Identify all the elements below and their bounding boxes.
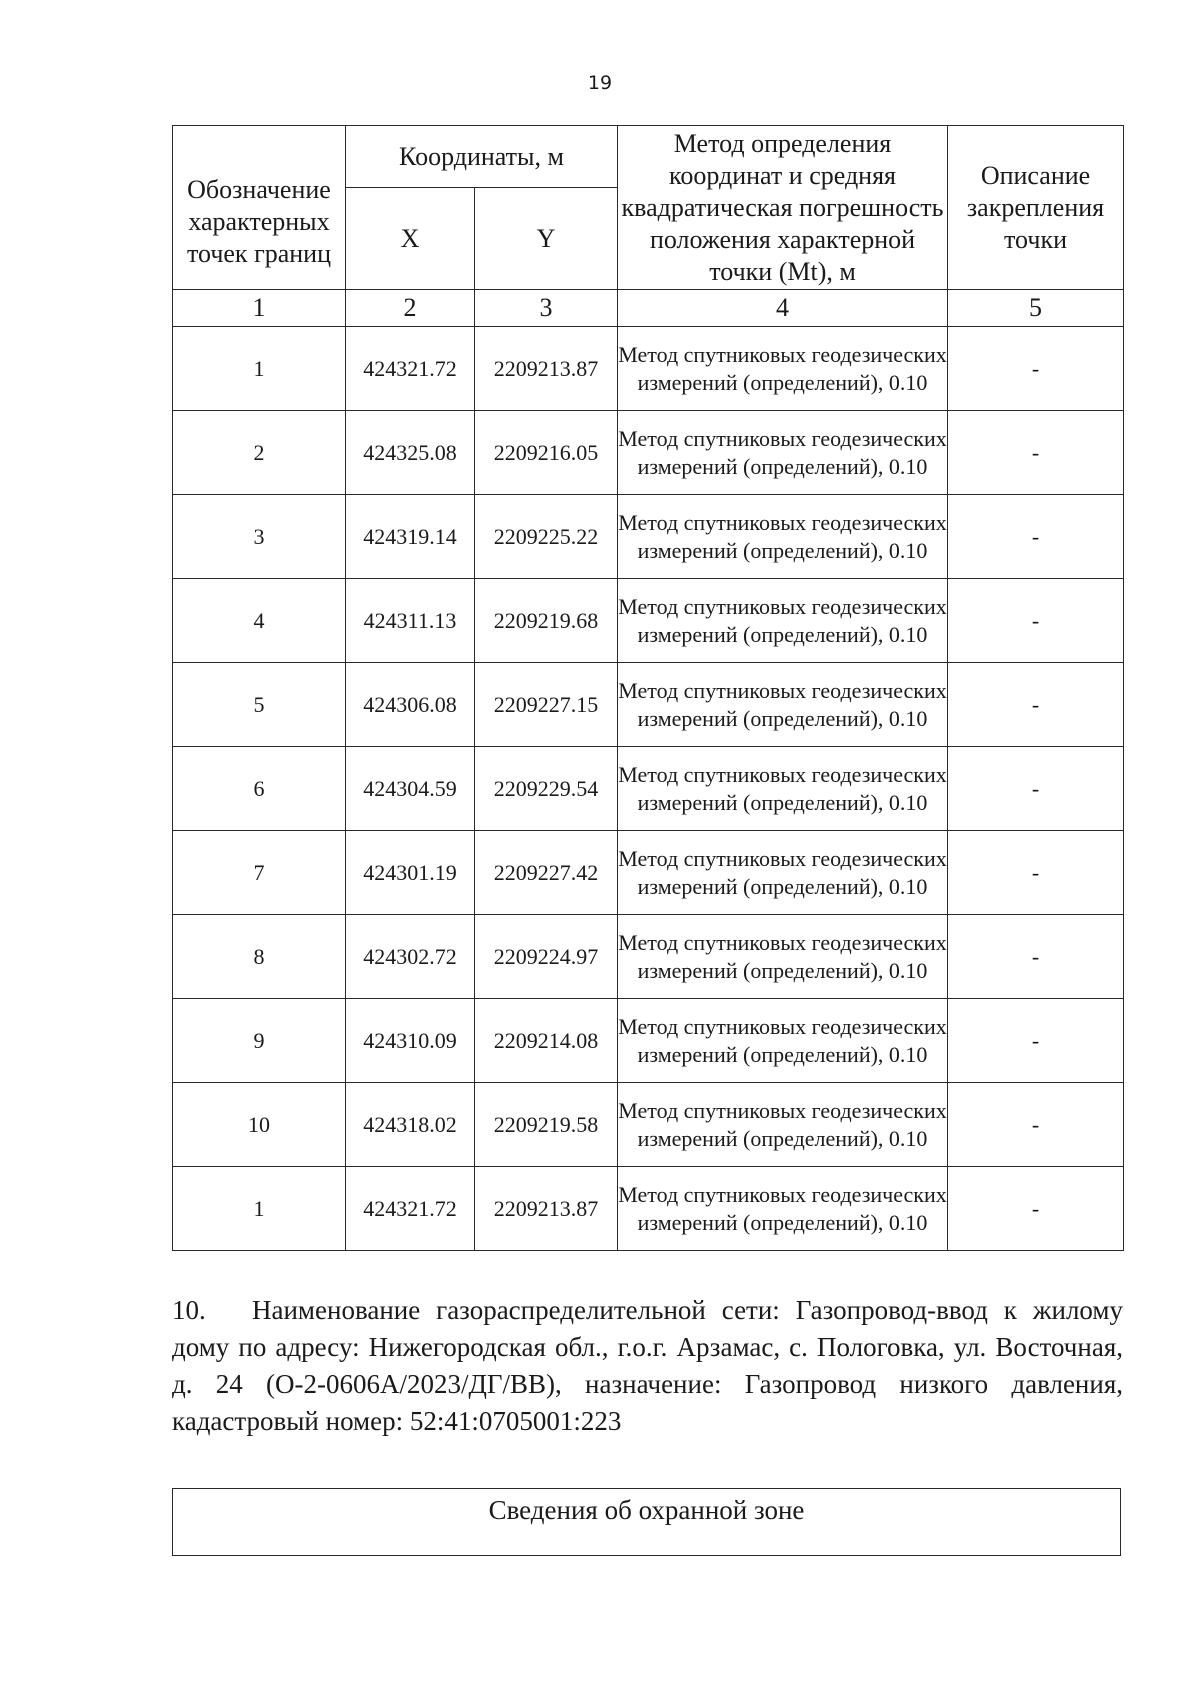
index-cell: 1: [173, 290, 346, 327]
protection-zone-box: [172, 1488, 1121, 1556]
description-cell: -: [948, 747, 1124, 831]
description-cell: -: [948, 411, 1124, 495]
header-x: X: [346, 188, 475, 290]
table-row: [173, 999, 1124, 1083]
method-cell: Метод спутниковых геодезических измерений (определений), 0.10: [618, 831, 948, 915]
section-paragraph: [172, 1292, 1123, 1440]
method-cell: Метод спутниковых геодезических измерений (определений), 0.10: [618, 1167, 948, 1251]
description-cell: -: [948, 999, 1124, 1083]
section-number: 10.: [172, 1295, 206, 1325]
point-cell: 10: [173, 1083, 346, 1167]
point-cell: 9: [173, 999, 346, 1083]
x-coordinate-cell: 424304.59: [346, 747, 475, 831]
table-row: [173, 411, 1124, 495]
point-cell: 7: [173, 831, 346, 915]
description-cell: -: [948, 663, 1124, 747]
table-row: [173, 579, 1124, 663]
x-coordinate-cell: 424325.08: [346, 411, 475, 495]
method-cell: Метод спутниковых геодезических измерений (определений), 0.10: [618, 495, 948, 579]
x-coordinate-cell: 424321.72: [346, 327, 475, 411]
description-cell: -: [948, 831, 1124, 915]
x-coordinate-cell: 424306.08: [346, 663, 475, 747]
header-y: Y: [475, 188, 618, 290]
y-coordinate-cell: 2209213.87: [475, 327, 618, 411]
point-cell: 2: [173, 411, 346, 495]
table-row: [173, 1083, 1124, 1167]
section-text: Наименование газораспределительной сети: Газопровод-ввод к жилому дому по адресу: Нижегородская обл., г.о.г. Арзамас, с. Пологовка, ул. Восточная, д. 24 (О-2-0606А/2023/ДГ/ВВ), назначение: Газопровод низкого давления, кадастровый номер: 52:41:0705001:223: [172, 1295, 1123, 1436]
y-coordinate-cell: 2209219.68: [475, 579, 618, 663]
y-coordinate-cell: 2209229.54: [475, 747, 618, 831]
description-cell: -: [948, 579, 1124, 663]
header-description: Описание закрепления точки: [948, 126, 1124, 290]
point-cell: 1: [173, 327, 346, 411]
point-cell: 3: [173, 495, 346, 579]
table-body: [173, 327, 1124, 1251]
method-cell: Метод спутниковых геодезических измерений (определений), 0.10: [618, 747, 948, 831]
y-coordinate-cell: 2209213.87: [475, 1167, 618, 1251]
coordinates-table: [172, 125, 1124, 1251]
table-header: [173, 126, 1124, 327]
table-row: [173, 327, 1124, 411]
method-cell: Метод спутниковых геодезических измерений (определений), 0.10: [618, 999, 948, 1083]
method-cell: Метод спутниковых геодезических измерений (определений), 0.10: [618, 663, 948, 747]
x-coordinate-cell: 424301.19: [346, 831, 475, 915]
description-cell: -: [948, 1167, 1124, 1251]
index-cell: 3: [475, 290, 618, 327]
method-cell: Метод спутниковых геодезических измерений (определений), 0.10: [618, 1083, 948, 1167]
table-row: [173, 1167, 1124, 1251]
y-coordinate-cell: 2209224.97: [475, 915, 618, 999]
point-cell: 6: [173, 747, 346, 831]
y-coordinate-cell: 2209216.05: [475, 411, 618, 495]
table-row: [173, 915, 1124, 999]
method-cell: Метод спутниковых геодезических измерений (определений), 0.10: [618, 915, 948, 999]
table-row: [173, 831, 1124, 915]
index-cell: 2: [346, 290, 475, 327]
x-coordinate-cell: 424302.72: [346, 915, 475, 999]
point-cell: 1: [173, 1167, 346, 1251]
method-cell: Метод спутниковых геодезических измерений (определений), 0.10: [618, 327, 948, 411]
method-cell: Метод спутниковых геодезических измерений (определений), 0.10: [618, 579, 948, 663]
header-coordinates-group: Координаты, м: [346, 126, 618, 188]
y-coordinate-cell: 2209227.15: [475, 663, 618, 747]
description-cell: -: [948, 495, 1124, 579]
y-coordinate-cell: 2209227.42: [475, 831, 618, 915]
y-coordinate-cell: 2209225.22: [475, 495, 618, 579]
header-point-designation: Обозначение характерных точек границ: [173, 126, 346, 290]
index-cell: 4: [618, 290, 948, 327]
table-row: [173, 495, 1124, 579]
point-cell: 5: [173, 663, 346, 747]
x-coordinate-cell: 424310.09: [346, 999, 475, 1083]
protection-zone-title: Сведения об охранной зоне: [488, 1495, 805, 1525]
x-coordinate-cell: 424311.13: [346, 579, 475, 663]
table-row: [173, 747, 1124, 831]
description-cell: -: [948, 327, 1124, 411]
x-coordinate-cell: 424319.14: [346, 495, 475, 579]
page-number: 19: [587, 72, 613, 94]
x-coordinate-cell: 424318.02: [346, 1083, 475, 1167]
description-cell: -: [948, 915, 1124, 999]
y-coordinate-cell: 2209214.08: [475, 999, 618, 1083]
x-coordinate-cell: 424321.72: [346, 1167, 475, 1251]
index-row: [173, 290, 1124, 327]
method-cell: Метод спутниковых геодезических измерений (определений), 0.10: [618, 411, 948, 495]
point-cell: 8: [173, 915, 346, 999]
table-row: [173, 663, 1124, 747]
description-cell: -: [948, 1083, 1124, 1167]
y-coordinate-cell: 2209219.58: [475, 1083, 618, 1167]
header-method: Метод определения координат и средняя квадратическая погрешность положения характерной точки (Mt), м: [618, 126, 948, 290]
point-cell: 4: [173, 579, 346, 663]
index-cell: 5: [948, 290, 1124, 327]
